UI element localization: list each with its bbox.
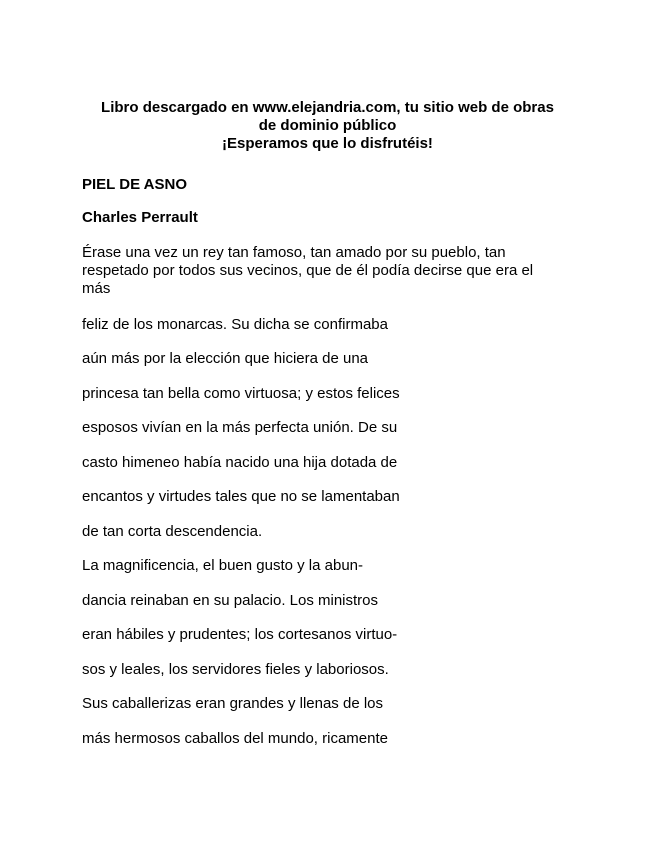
download-notice-line-2: de dominio público: [258, 117, 397, 134]
paragraph-line: respetado por todos sus vecinos, que de él podía decirse que era el: [82, 262, 534, 279]
body-line: casto himeneo había nacido una hija dotada de: [82, 454, 398, 471]
first-paragraph: [82, 244, 582, 298]
paragraph-line: Érase una vez un rey tan famoso, tan amado por su pueblo, tan: [82, 244, 506, 261]
body-line: La magnificencia, el buen gusto y la abun-: [82, 557, 364, 574]
body-line: más hermosos caballos del mundo, ricamente: [82, 730, 388, 747]
body-line: sos y leales, los servidores fieles y laboriosos.: [82, 661, 389, 678]
body-line: Sus caballerizas eran grandes y llenas de los: [82, 695, 384, 712]
body-line: eran hábiles y prudentes; los cortesanos virtuo-: [82, 626, 398, 643]
story-title: PIEL DE ASNO: [82, 176, 188, 193]
body-line: princesa tan bella como virtuosa; y estos felices: [82, 385, 400, 402]
paragraph-line: más: [82, 280, 111, 297]
download-notice-line-3: ¡Esperamos que lo disfrutéis!: [222, 135, 433, 152]
body-line: feliz de los monarcas. Su dicha se confirmaba: [82, 316, 388, 333]
body-line: dancia reinaban en su palacio. Los ministros: [82, 592, 379, 609]
body-line: de tan corta descendencia.: [82, 523, 263, 540]
story-author: Charles Perrault: [82, 209, 198, 226]
body-line: aún más por la elección que hiciera de una: [82, 350, 369, 367]
download-notice: [60, 99, 595, 153]
body-line: esposos vivían en la más perfecta unión. De su: [82, 419, 398, 436]
download-notice-line-1: Libro descargado en www.elejandria.com, tu sitio web de obras: [101, 99, 554, 116]
body-line: encantos y virtudes tales que no se lamentaban: [82, 488, 400, 505]
